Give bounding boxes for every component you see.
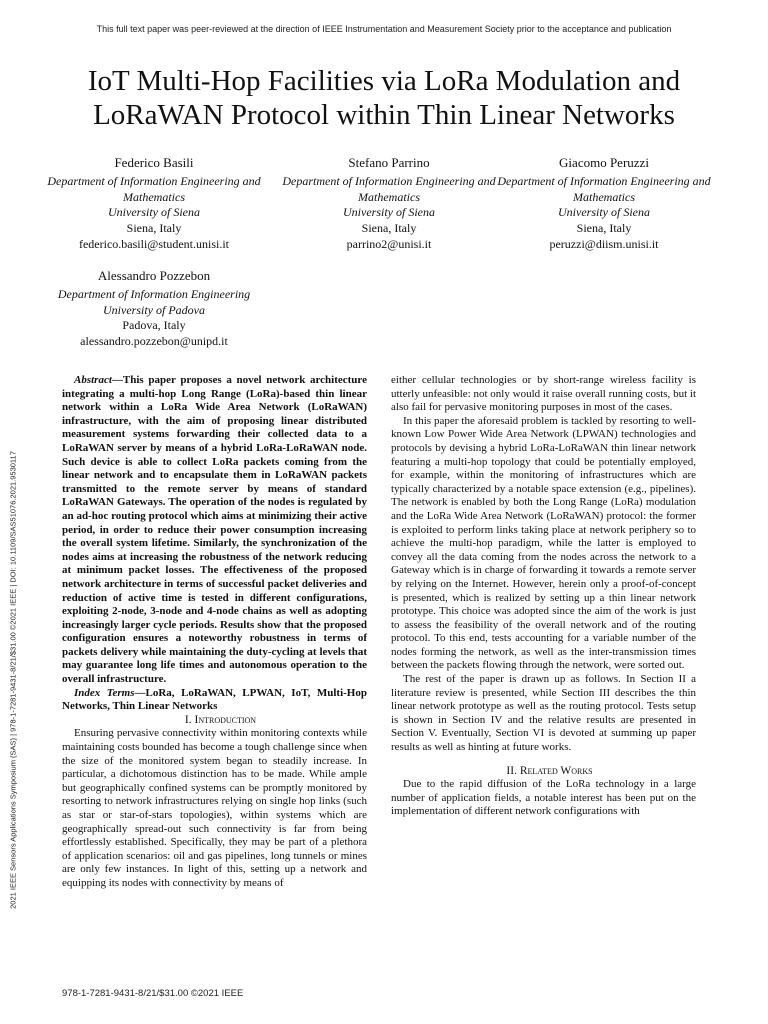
author-name: Alessandro Pozzebon — [97, 268, 211, 283]
author-university: University of Padova — [103, 302, 205, 317]
left-column — [62, 374, 367, 891]
peer-review-notice: This full text paper was peer-reviewed at the direction of IEEE Instrumentation and Measurement Society prior to the acceptance and publication — [96, 24, 672, 34]
index-terms-dash: — — [134, 686, 146, 699]
index-terms — [62, 687, 367, 714]
author-name: Stefano Parrino — [348, 155, 430, 170]
paragraph-continued: either cellular technologies or by short-range wireless facility is utterly unfeasible: not only would it raise overall running costs, but it also fail for pervasive monitoring purposes in most of the cases. — [391, 374, 696, 414]
abstract-dash: — — [111, 374, 123, 386]
paragraph: Ensuring pervasive connectivity within monitoring contexts while maintaining costs bounded has become a tough challenge since when the size of the monitored system began to steadily increase. In particular, a dichotomous distinction has to be made. While ample but geographically confined systems can be promptly monitored by resorting to network infrastructures relying on single hop links (such as star or star-of-stars topologies), within systems which are geographically spread-out such connectivity is far from being effortlessly established. Specifically, they may be part of a plethora of application scenarios: oil and gas pipelines, long tunnels or mines are only few instances. In light of this, setting up a network and equipping its nodes with connectivity by means of — [62, 727, 367, 889]
index-terms-label: Index Terms — [74, 686, 135, 699]
abstract-text: This paper proposes a novel network architecture integrating a multi-hop Long Range (LoRa)-based thin linear network within a LoRa Wide Area Network (LoRaWAN) infrastructure, with the aim of proposing linear distributed measurement systems forwarding their collected data to a LoRaWAN server by means of a hybrid LoRa-LoRaWAN node. Such device is able to collect LoRa packets coming from the linear network and to encapsulate them in LoRaWAN packets transmitted to the remote server by means of standard LoRaWAN Gateways. The operation of the nodes is regulated by an ad-hoc routing protocol which aims at minimizing their active period, in order to reduce their power consumption increasing the overall system lifetime. Similarly, the synchronization of the nodes aims at increasing the robustness of the network reducing at minimum packet losses. The effectiveness of the proposed network architecture in terms of successful packet deliveries and reduction of active time is tested in different configurations, exploiting 2-node, 3-node and 4-node chains as well as adopting increasingly larger cycle periods. Results show that the proposed configuration ensures a noteworthy robustness in terms of packets delivery while maintaining the duty-cycling at levels that may guarantee long life times and autonomous operation to the overall infrastructure. — [62, 374, 367, 686]
abstract-label: Abstract — [74, 374, 112, 386]
author-location: Siena, Italy — [576, 221, 632, 236]
author-department: Department of Information Engineering and Mathematics — [47, 173, 261, 204]
author-location: Padova, Italy — [122, 318, 186, 333]
paragraph: The rest of the paper is drawn up as follows. In Section II a literature review is presented, while Section III describes the thin linear network prototype as well as the routing protocol. Tests setup is shown in Section IV and the relative results are presented in Section V. Eventually, Section VI is devoted at summing up paper results as well as hinting at future works. — [391, 673, 696, 754]
author-university: University of Siena — [558, 205, 650, 220]
right-column — [391, 374, 696, 819]
abstract — [62, 374, 367, 687]
paragraph: In this paper the aforesaid problem is tackled by resorting to well-known Low Power Wide Area Network (LPWAN) technologies and protocols by devising a hybrid LoRa-LoRaWAN thin linear network featuring a multi-hop topology that could be potentially employed, for example, within the monitoring of infrastructures which are typically characterized by a notable space extension (e.g., pipelines). The network is enabled by both the Long Range (LoRa) modulation and the LoRa Wide Area Network (LoRaWAN) protocol: the former is exploited to perform links taking place at network periphery so to achieve the multi-hop paradigm, while the latter is employed to convey all the data coming from the nodes across the network to a Gateway which is in charge of forwarding it towards a remote server by relying on the Internet. However, herein only a proof-of-concept is presented, which is realized by setting up a thin linear network prototype. This choice was adopted since the aim of the work is just to assess the feasibility of the overall network and of the routing protocol. To this end, tests accounting for a variable number of the nodes forming the network, as well as the inter-transmission times between the packets flowing through the network, were sorted out. — [391, 414, 696, 672]
publication-sidebar — [6, 375, 20, 985]
section-heading-introduction: I. Introduction — [184, 713, 257, 726]
sidebar-text: 2021 IEEE Sensors Applications Symposium (SAS) | 978-1-7281-9431-8/21/$31.00 ©2021 IEEE | DOI: 10.1109/SAS51076.2021.9530117 — [8, 451, 18, 909]
author-university: University of Siena — [343, 205, 435, 220]
author-block — [494, 155, 714, 253]
author-department: Department of Information Engineering — [57, 286, 251, 301]
paragraph: Due to the rapid diffusion of the LoRa technology in a large number of application fields, a notable interest has been put on the implementation of different network configurations with — [391, 778, 696, 818]
author-name: Giacomo Peruzzi — [559, 155, 649, 170]
author-location: Siena, Italy — [361, 221, 417, 236]
author-department: Department of Information Engineering and Mathematics — [497, 173, 711, 204]
author-location: Siena, Italy — [126, 221, 182, 236]
author-email: peruzzi@diism.unisi.it — [549, 236, 659, 251]
author-block — [279, 155, 499, 253]
author-email: parrino2@unisi.it — [346, 236, 432, 251]
author-university: University of Siena — [108, 205, 200, 220]
copyright-footer: 978-1-7281-9431-8/21/$31.00 ©2021 IEEE — [62, 988, 244, 999]
author-name: Federico Basili — [114, 155, 194, 170]
section-heading-related-works: II. Related Works — [506, 764, 593, 777]
author-email: federico.basili@student.unisi.it — [78, 236, 230, 251]
author-block — [44, 155, 264, 253]
paper-title: IoT Multi-Hop Facilities via LoRa Modulation and LoRaWAN Protocol within Thin Linear Networks — [87, 65, 681, 131]
author-department: Department of Information Engineering and Mathematics — [282, 173, 496, 204]
index-terms-text: LoRa, LoRaWAN, LPWAN, IoT, Multi-Hop Networks, Thin Linear Networks — [62, 686, 367, 713]
author-block — [44, 268, 264, 350]
author-email: alessandro.pozzebon@unipd.it — [80, 334, 228, 349]
